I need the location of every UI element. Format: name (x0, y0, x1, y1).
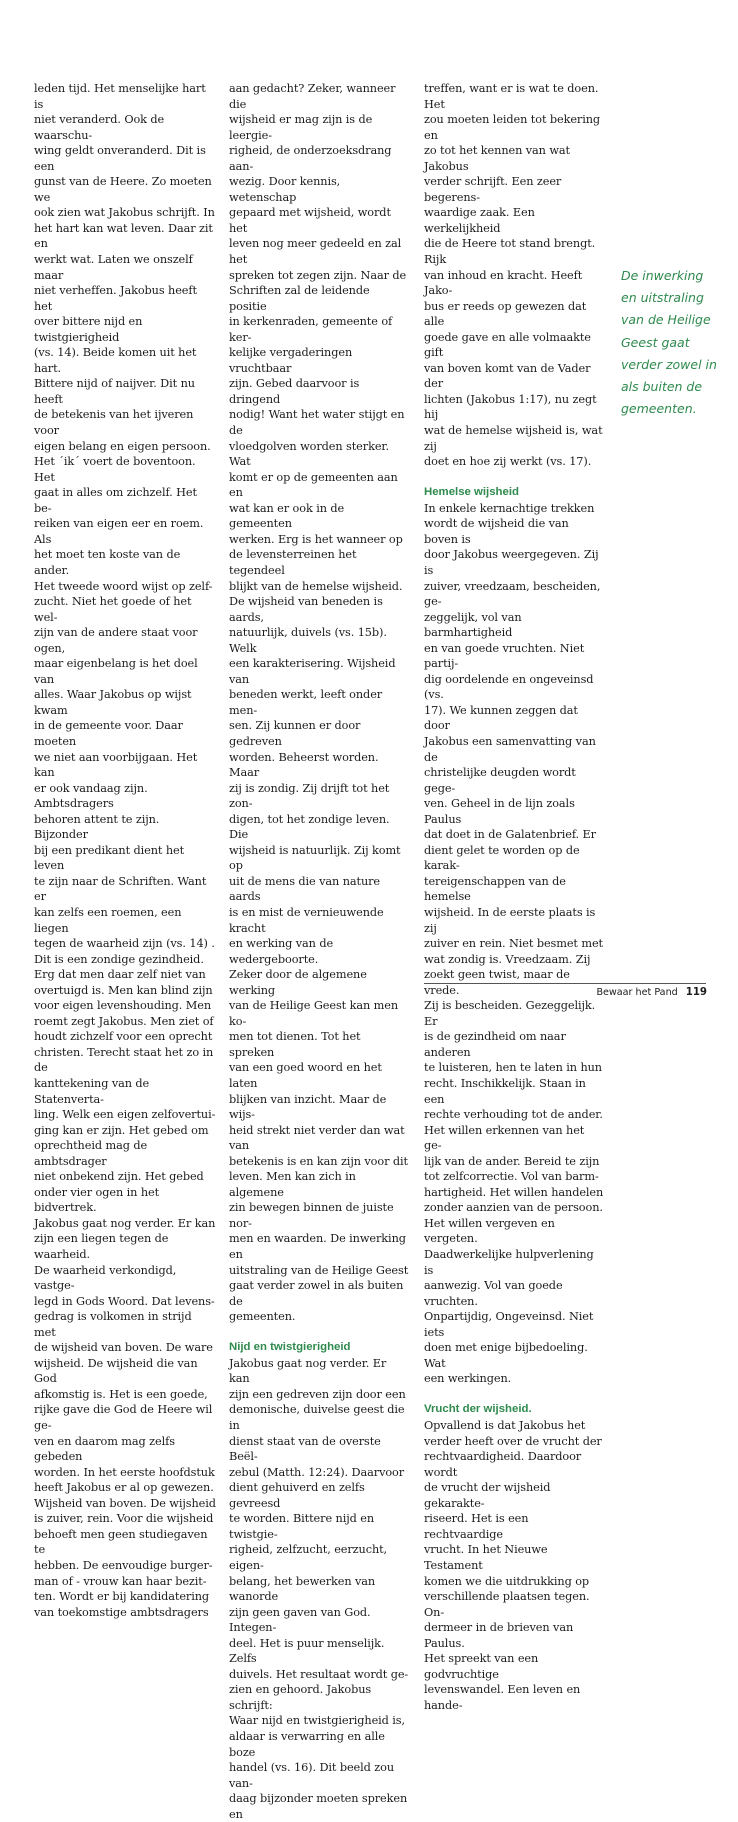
body-text-line: afkomstig is. Het is een goede, (34, 1387, 208, 1401)
body-text-line: er ook vandaag zijn. Ambtsdragers (34, 781, 148, 811)
body-text-line: blijkt van de hemelse wijsheid. (229, 579, 403, 593)
body-text-line: digen, tot het zondige leven. Die (229, 812, 390, 842)
body-text-line: is zuiver, rein. Voor die wijsheid (34, 1512, 214, 1526)
body-text-line: voor eigen levenshouding. Men (34, 999, 212, 1013)
body-text-line: behoeft men geen studiegaven te (34, 1527, 208, 1557)
footer-rule (424, 983, 706, 984)
body-text-line: tereigenschappen van de hemelse (424, 874, 566, 904)
body-text-line: maar eigenbelang is het doel van (34, 657, 198, 686)
pull-quote-line: De inwerking (621, 268, 704, 283)
body-text-line: legd in Gods Woord. Dat levens- (34, 1294, 215, 1308)
body-text-line: zij is zondig. Zij drijft tot het zon- (229, 781, 390, 811)
body-text-line: christen. Terecht staat het zo in de (34, 1045, 214, 1075)
body-text-line: zoekt geen twist, maar de vrede. (424, 968, 570, 997)
body-text-line: (vs. 14). Beide komen uit het hart. (34, 346, 197, 375)
body-text-line: tot zelfcorrectie. Vol van barm- (424, 1170, 599, 1184)
body-text-line: te worden. Bittere nijd en twistgie- (229, 1512, 374, 1541)
body-text-line: dient gehuiverd en zelfs gevreesd (229, 1481, 365, 1510)
body-text-line: een werkingen. (424, 1372, 512, 1386)
body-text-line: gunst van de Heere. Zo moeten we (34, 175, 212, 204)
body-text-line: niet onbekend zijn. Het gebed (34, 1170, 204, 1184)
body-text-line: de wijsheid van boven. De ware (34, 1341, 213, 1355)
body-text-line: aan gedacht? Zeker, wanneer die (229, 82, 396, 111)
body-text-line: aanwezig. Vol van goede vruchten. (424, 1279, 563, 1308)
body-text-line: worden. Beheerst worden. Maar (229, 750, 379, 780)
body-text-line: werkt wat. Laten we onszelf maar (34, 253, 193, 282)
body-text-line: zin bewegen binnen de juiste nor- (229, 1201, 394, 1230)
body-text-line: zien en gehoord. Jakobus schrijft: (229, 1683, 372, 1712)
body-text-line: natuurlijk, duivels (vs. 15b). Welk (229, 626, 387, 655)
body-text-line: komen we die uitdrukking op (424, 1574, 590, 1588)
body-text-line: wijsheid. De wijsheid die van God (34, 1356, 198, 1386)
body-text-line: waardige zaak. Een werkelijkheid (424, 206, 535, 235)
body-text-line: men en waarden. De inwerking en (229, 1232, 406, 1262)
body-text-line: gepaard met wijsheid, wordt het (229, 206, 391, 235)
body-text-line: ven en daarom mag zelfs gebeden (34, 1434, 175, 1464)
body-text-line: de levensterreinen het tegendeel (229, 548, 357, 577)
body-text-line: is de gezindheid om naar anderen (424, 1030, 566, 1059)
body-text-line: overtuigd is. Men kan blind zijn (34, 983, 213, 997)
body-text-line: zou moeten leiden tot bekering en (424, 113, 601, 142)
body-text-line: te zijn naar de Schriften. Want er (34, 874, 207, 904)
paragraph-spacer (229, 1325, 409, 1341)
body-text-line: van de Heilige Geest kan men ko- (229, 999, 399, 1028)
body-text-line: bij een predikant dient het leven (34, 843, 185, 873)
body-text-line: behoren attent te zijn. Bijzonder (34, 812, 160, 842)
body-text-line: hebben. De eenvoudige burger- (34, 1558, 213, 1572)
body-text-line: van inhoud en kracht. Heeft Jako- (424, 268, 583, 298)
body-text-line: bus er reeds op gewezen dat alle (424, 299, 587, 329)
body-text-line: Jakobus gaat nog verder. Er kan (34, 1216, 216, 1230)
body-text-line: Daadwerkelijke hulpverlening is (424, 1248, 594, 1277)
body-text-line: wezig. Door kennis, wetenschap (229, 175, 341, 204)
body-text-line: In enkele kernachtige trekken (424, 501, 595, 515)
body-text-line: men tot dienen. Tot het spreken (229, 1030, 361, 1059)
body-text-line: de vrucht der wijsheid gekarakte- (424, 1481, 551, 1510)
body-text-line: de betekenis van het ijveren voor (34, 408, 194, 438)
body-text-line: righeid, de onderzoeksdrang aan- (229, 144, 392, 173)
section-heading-hemelse-wijsheid: Hemelse wijsheid (424, 486, 519, 499)
pull-quote-line: van de Heilige (621, 312, 711, 328)
body-text-line: uit de mens die van nature aards (229, 874, 381, 904)
body-text-line: zijn een liegen tegen de waarheid. (34, 1232, 169, 1262)
body-text-line: tegen de waarheid zijn (vs. 14) . (34, 937, 215, 951)
body-text-line: lijk van de ander. Bereid te zijn (424, 1154, 600, 1168)
paragraph-spacer (424, 470, 604, 486)
body-text-line: ook zien wat Jakobus schrijft. In (34, 206, 215, 220)
body-text-line: roemt zegt Jakobus. Men ziet of (34, 1014, 214, 1028)
body-text-line: zijn geen gaven van God. Integen- (229, 1605, 371, 1635)
text-column-2 (229, 81, 409, 1822)
body-text-line: door Jakobus weergegeven. Zij is (424, 548, 599, 577)
body-text-line: duivels. Het resultaat wordt ge- (229, 1667, 409, 1681)
body-text-line: Schriften zal de leidende positie (229, 284, 370, 313)
body-text-line: heid strekt niet verder dan wat van (229, 1123, 405, 1153)
body-text-line: verder heeft over de vrucht der (424, 1434, 602, 1448)
body-text-line: sen. Zij kunnen er door gedreven (229, 719, 361, 748)
body-text-line: kan zelfs een roemen, een liegen (34, 905, 182, 935)
body-text-line: gaat in alles om zichzelf. Het be- (34, 486, 197, 515)
body-text-line: belang, het bewerken van wanorde (229, 1574, 376, 1604)
body-text-line: eigen belang en eigen persoon. (34, 439, 211, 453)
body-text-line: deel. Het is puur menselijk. Zelfs (229, 1636, 385, 1666)
body-text-line: Dit is een zondige gezindheid. (34, 952, 204, 966)
body-text-line: blijken van inzicht. Maar de wijs- (229, 1092, 387, 1122)
body-text-line: dermeer in de brieven van Paulus. (424, 1621, 574, 1650)
body-text-line: christelijke deugden wordt gege- (424, 766, 576, 795)
body-text-line: Het tweede woord wijst op zelf- (34, 579, 213, 593)
body-text-line: rechte verhouding tot de ander. (424, 1108, 603, 1122)
paragraph-spacer (424, 1387, 604, 1403)
body-text-line: gaat verder zowel in als buiten de (229, 1279, 404, 1308)
body-text-line: man of - vrouw kan haar bezit- (34, 1574, 207, 1588)
body-text-line: we niet aan voorbijgaan. Het kan (34, 750, 198, 780)
body-text-line: verder schrijft. Een zeer begerens- (424, 175, 562, 204)
body-text-line: wijsheid er mag zijn is de leergie- (229, 113, 373, 142)
body-text-line: dient gelet te worden op de karak- (424, 843, 580, 873)
body-text-line: zijn. Gebed daarvoor is dringend (229, 377, 360, 406)
pull-quote-line: als buiten de (621, 379, 703, 395)
body-text-line: over bittere nijd en twistgierigheid (34, 315, 143, 344)
body-text-line: zo tot het kennen van wat Jakobus (424, 144, 570, 173)
pull-quote (621, 265, 723, 420)
body-text-line: zebul (Matth. 12:24). Daarvoor (229, 1465, 405, 1479)
body-text-line: kanttekening van de Statenverta- (34, 1077, 150, 1106)
body-text-line: een karakterisering. Wijsheid van (229, 657, 396, 686)
body-text-line: zuiver en rein. Niet besmet met (424, 937, 604, 951)
body-text-line: het moet ten koste van de ander. (34, 548, 181, 577)
section-heading-vrucht-der-wijsheid: Vrucht der wijsheid. (424, 1403, 532, 1416)
text-column-3 (424, 81, 604, 1713)
pull-quote-line: Geest gaat (621, 334, 690, 350)
body-text-line: te luisteren, hen te laten in hun (424, 1061, 602, 1075)
pull-quote-line: verder zowel in (621, 356, 717, 372)
body-text-line: Zij is bescheiden. Gezeggelijk. Er (424, 999, 596, 1028)
body-text-line: kelijke vergaderingen vruchtbaar (229, 346, 353, 375)
body-text-line: dig oordelende en ongeveinsd (vs. (424, 672, 594, 702)
body-text-line: onder vier ogen in het bidvertrek. (34, 1185, 160, 1215)
body-text-line: Het ´ik´ voert de boventoon. Het (34, 455, 196, 484)
body-text-line: wordt de wijsheid die van boven is (424, 517, 569, 546)
body-text-line: ling. Welk een eigen zelfovertui- (34, 1108, 216, 1122)
body-text-line: werken. Erg is het wanneer op (229, 532, 403, 546)
body-text-line: en werking van de wedergeboorte. (229, 937, 334, 966)
body-text-line: in de gemeente voor. Daar moeten (34, 719, 183, 748)
magazine-title: Bewaar het Pand (596, 987, 678, 998)
body-text-line: doen met enige bijbedoeling. Wat (424, 1341, 588, 1370)
body-text-line: daag bijzonder moeten spreken en (229, 1792, 408, 1821)
body-text-line: betekenis is en kan zijn voor dit (229, 1154, 408, 1168)
body-text-line: Erg dat men daar zelf niet van (34, 968, 206, 982)
body-text-line: houdt zichzelf voor een oprecht (34, 1030, 213, 1044)
body-text-line: niet verheffen. Jakobus heeft het (34, 284, 197, 313)
page-footer (596, 987, 707, 998)
body-text-line: wat zondig is. Vreedzaam. Zij (424, 952, 591, 966)
body-text-line: wat kan er ook in de gemeenten (229, 501, 345, 531)
body-text-line: worden. In het eerste hoofdstuk (34, 1465, 215, 1479)
body-text-line: riseerd. Het is een rechtvaardige (424, 1512, 529, 1541)
body-text-line: Jakobus een samenvatting van de (424, 734, 596, 764)
body-text-line: van toekomstige ambtsdragers (34, 1605, 209, 1619)
body-text-line: verschillende plaatsen tegen. On- (424, 1590, 590, 1619)
pull-quote-line: en uitstraling (621, 290, 704, 306)
body-text-line: rijke gave die God de Heere wil ge- (34, 1403, 213, 1433)
body-text-line: Opvallend is dat Jakobus het (424, 1419, 586, 1433)
body-text-line: levenswandel. Een leven en hande- (424, 1683, 581, 1712)
body-text-line: De wijsheid van beneden is aards, (229, 595, 383, 624)
body-text-line: gemeenten. (229, 1310, 296, 1324)
body-text-line: Wijsheid van boven. De wijsheid (34, 1496, 216, 1510)
body-text-line: dienst staat van de overste Beël- (229, 1434, 381, 1464)
body-text-line: niet veranderd. Ook de waarschu- (34, 113, 165, 142)
body-text-line: van boven komt van de Vader der (424, 361, 591, 391)
body-text-line: nodig! Want het water stijgt en de (229, 408, 405, 438)
body-text-line: en van goede vruchten. Niet partij- (424, 641, 585, 671)
body-text-line: komt er op de gemeenten aan en (229, 470, 398, 500)
body-text-line: oprechtheid mag de ambtsdrager (34, 1139, 148, 1168)
body-text-line: zijn van de andere staat voor ogen, (34, 626, 198, 655)
body-text-line: De waarheid verkondigd, vastge- (34, 1263, 177, 1293)
body-text-line: wijsheid. In de eerste plaats is zij (424, 905, 596, 935)
body-text-line: 17). We kunnen zeggen dat door (424, 703, 578, 733)
body-text-line: reiken van eigen eer en roem. Als (34, 517, 204, 546)
body-text-line: wat de hemelse wijsheid is, wat zij (424, 424, 603, 453)
body-text-line: in kerkenraden, gemeente of ker- (229, 315, 393, 344)
body-text-line: Zeker door de algemene werking (229, 968, 367, 997)
body-text-line: van een goed woord en het laten (229, 1061, 382, 1090)
body-text-line: zeggelijk, vol van barmhartigheid (424, 610, 522, 640)
body-text-line: zonder aanzien van de persoon. (424, 1201, 603, 1215)
body-text-line: treffen, want er is wat te doen. Het (424, 82, 599, 111)
body-text-line: rechtvaardigheid. Daardoor wordt (424, 1450, 582, 1479)
body-text-line: ten. Wordt er bij kandidatering (34, 1590, 210, 1604)
body-text-line: righeid, zelfzucht, eerzucht, eigen- (229, 1543, 388, 1572)
body-text-line: dat doet in de Galatenbrief. Er (424, 828, 596, 842)
body-text-line: Het willen erkennen van het ge- (424, 1123, 585, 1153)
body-text-line: zucht. Niet het goede of het wel- (34, 595, 192, 624)
body-text-line: Bittere nijd of naijver. Dit nu heeft (34, 377, 195, 406)
body-text-line: die de Heere tot stand brengt. Rijk (424, 237, 596, 267)
body-text-line: uitstraling van de Heilige Geest (229, 1263, 409, 1277)
body-text-line: vloedgolven worden sterker. Wat (229, 439, 389, 469)
body-text-line: handel (vs. 16). Dit beeld zou van- (229, 1761, 395, 1790)
body-text-line: Waar nijd en twistgierigheid is, (229, 1714, 405, 1728)
page-number: 119 (685, 987, 707, 998)
body-text-line: vrucht. In het Nieuwe Testament (424, 1543, 548, 1572)
body-text-line: ging kan er zijn. Het gebed om (34, 1123, 209, 1137)
body-text-line: Het willen vergeven en vergeten. (424, 1216, 555, 1246)
body-text-line: spreken tot zegen zijn. Naar de (229, 268, 407, 282)
body-text-line: leven. Men kan zich in algemene (229, 1170, 356, 1199)
body-text-line: zijn een gedreven zijn door een (229, 1387, 406, 1401)
body-text-line: lichten (Jakobus 1:17), nu zegt hij (424, 392, 597, 422)
body-text-line: is en mist de vernieuwende kracht (229, 905, 384, 935)
body-text-line: leven nog meer gedeeld en zal het (229, 237, 402, 267)
body-text-line: doet en hoe zij werkt (vs. 17). (424, 455, 592, 469)
pull-quote-line: gemeenten. (621, 401, 697, 417)
text-column-1 (34, 81, 216, 1620)
body-text-line: beneden werkt, leeft onder men- (229, 688, 383, 717)
body-text-line: hartigheid. Het willen handelen (424, 1185, 604, 1199)
body-text-line: Onpartijdig, Ongeveinsd. Niet iets (424, 1310, 594, 1339)
body-text-line: aldaar is verwarring en alle boze (229, 1729, 385, 1759)
body-text-line: recht. Inschikkelijk. Staan in een (424, 1077, 586, 1106)
body-text-line: leden tijd. Het menselijke hart is (34, 82, 206, 111)
body-text-line: het hart kan wat leven. Daar zit en (34, 221, 213, 251)
body-text-line: demonische, duivelse geest die in (229, 1403, 405, 1433)
section-heading-nijd-en-twistgierigheid: Nijd en twistgierigheid (229, 1341, 351, 1354)
body-text-line: heeft Jakobus er al op gewezen. (34, 1481, 214, 1495)
body-text-line: ven. Geheel in de lijn zoals Paulus (424, 797, 575, 826)
body-text-line: Jakobus gaat nog verder. Er kan (229, 1356, 387, 1386)
body-text-line: zuiver, vreedzaam, bescheiden, ge- (424, 579, 601, 609)
body-text-line: alles. Waar Jakobus op wijst kwam (34, 688, 192, 717)
body-text-line: Het spreekt van een godvruchtige (424, 1652, 539, 1681)
body-text-line: gedrag is volkomen in strijd met (34, 1310, 192, 1339)
body-text-line: goede gave en alle volmaakte gift (424, 330, 591, 360)
body-text-line: wing geldt onveranderd. Dit is een (34, 144, 206, 173)
body-text-line: wijsheid is natuurlijk. Zij komt op (229, 843, 401, 873)
